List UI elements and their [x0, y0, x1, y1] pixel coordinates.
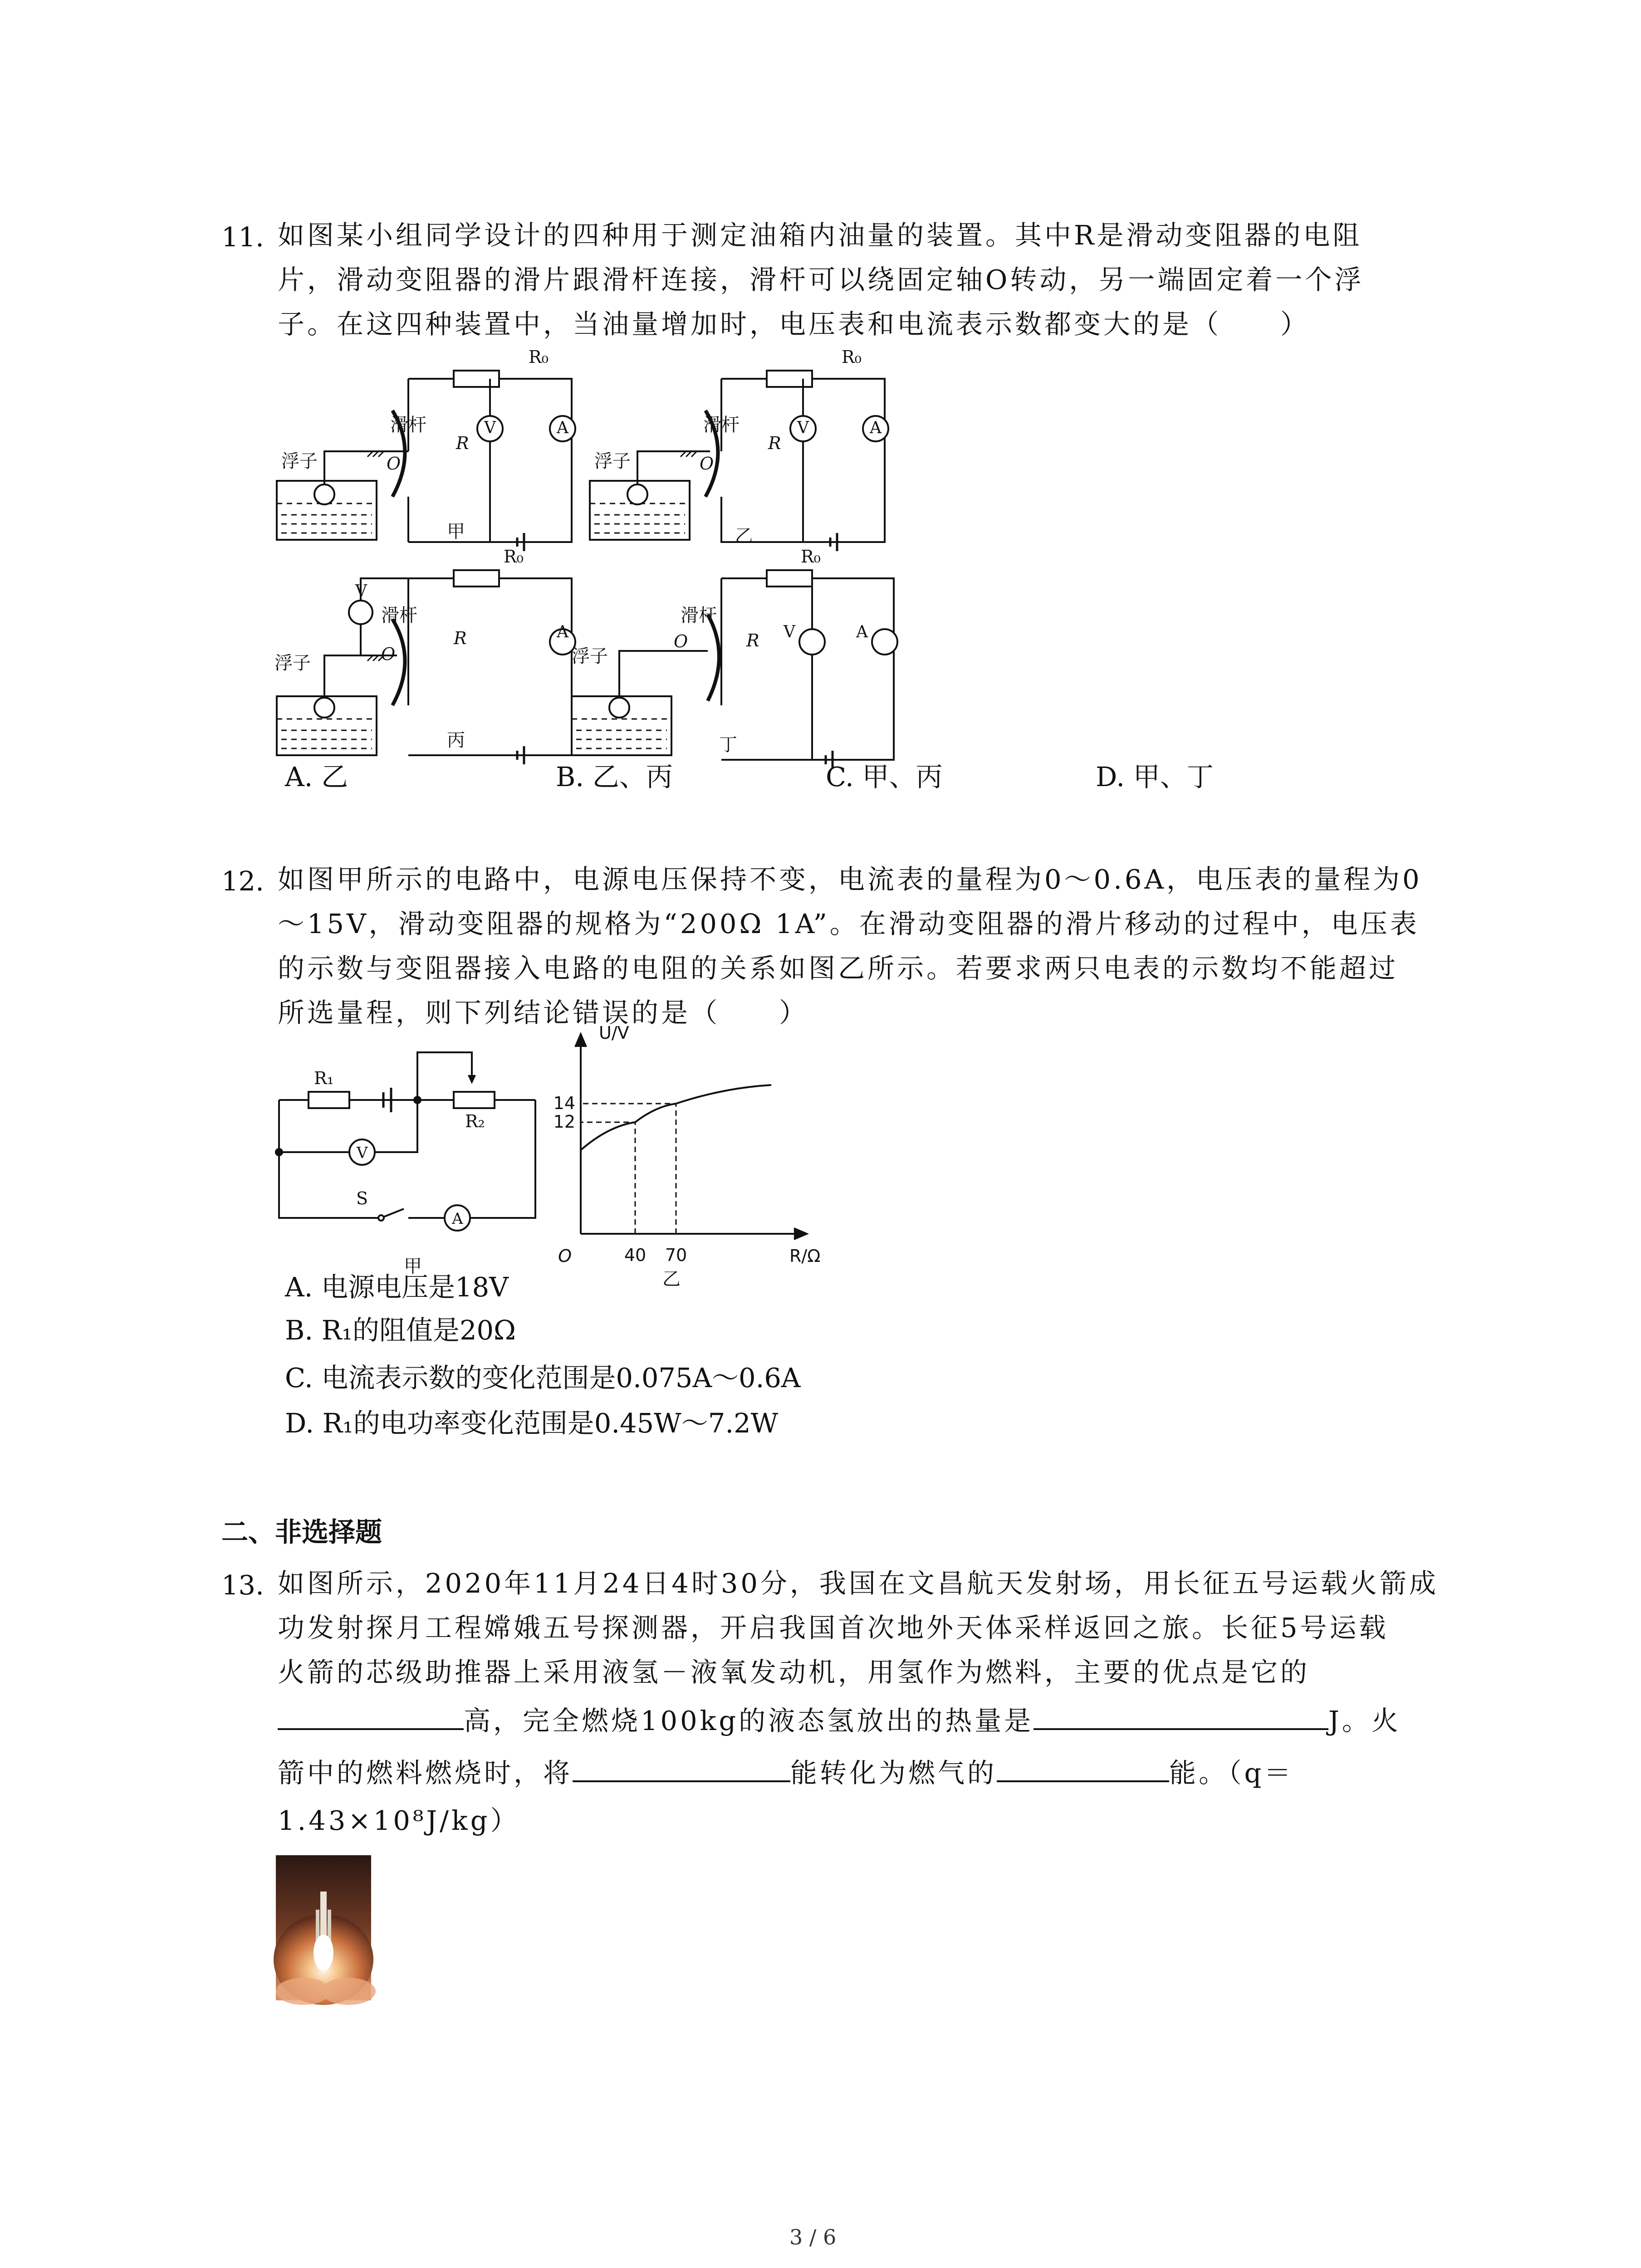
label-r0-ding: R₀ [801, 547, 821, 567]
label-v-jia: V [484, 419, 496, 437]
label-float-yi: 浮子 [594, 451, 631, 472]
label-ammeter: A [452, 1210, 463, 1228]
label-pivot-yi: O [700, 454, 714, 474]
label-r0-bing: R₀ [504, 547, 524, 567]
question-11-line-2: 片，滑动变阻器的滑片跟滑杆连接，滑杆可以绕固定轴O转动，另一端固定着一个浮 [278, 264, 1364, 295]
blank-4[interactable] [997, 1749, 1169, 1782]
question-13-line-6: 1.43×10⁸J/kg） [278, 1805, 520, 1836]
section-2-title: 二、非选择题 [221, 1516, 382, 1548]
q13-line-4-text-b: J。火 [1328, 1705, 1401, 1736]
label-r2: R₂ [465, 1111, 485, 1131]
q13-line-5-text-a: 箭中的燃料燃烧时，将 [278, 1757, 573, 1789]
origin-label: O [558, 1246, 572, 1266]
label-a-ding: A [856, 623, 868, 641]
x-tick-40: 40 [624, 1245, 647, 1265]
label-slider-yi: 滑杆 [703, 415, 740, 435]
label-slider-jia: 滑杆 [390, 415, 426, 435]
q11-option-d[interactable]: D. 甲、丁 [1096, 761, 1214, 792]
label-r1: R₁ [314, 1068, 334, 1088]
label-slider-bing: 滑杆 [381, 605, 417, 626]
q12-option-d[interactable]: D. R₁的电功率变化范围是0.45W～7.2W [285, 1408, 779, 1439]
question-13-line-5 [278, 1749, 1293, 1795]
blank-1[interactable] [278, 1696, 464, 1730]
label-a-jia: A [557, 419, 568, 437]
rocket-launch-photo [276, 1855, 371, 2000]
question-12-line-3: 的示数与变阻器接入电路的电阻的关系如图乙所示。若要求两只电表的示数均不能超过 [278, 953, 1399, 984]
x-tick-70: 70 [665, 1245, 687, 1265]
circuit-bing [277, 570, 575, 764]
q11-option-a[interactable]: A. 乙 [285, 761, 348, 792]
label-a-yi: A [870, 419, 882, 437]
label-r-yi: R [768, 433, 781, 453]
question-12-line-4: 所选量程，则下列结论错误的是（ ） [278, 997, 809, 1028]
caption-q12-yi: 乙 [662, 1269, 681, 1290]
graph-guide-1 [581, 1122, 635, 1234]
question-13-line-2: 功发射探月工程嫦娥五号探测器，开启我国首次地外天体采样返回之旅。长征5号运载 [278, 1612, 1389, 1643]
question-11-line-1: 如图某小组同学设计的四种用于测定油箱内油量的装置。其中R是滑动变阻器的电阻 [278, 220, 1362, 251]
q11-option-b[interactable]: B. 乙、丙 [556, 761, 673, 792]
q12-option-c[interactable]: C. 电流表示数的变化范围是0.075A～0.6A [285, 1362, 801, 1393]
label-switch: S [356, 1188, 368, 1208]
question-12-line-2: ～15V，滑动变阻器的规格为“200Ω 1A”。在滑动变阻器的滑片移动的过程中，电压表 [278, 908, 1420, 939]
q13-line-4-text-a: 高，完全燃烧100kg的液态氢放出的热量是 [464, 1705, 1034, 1736]
circuit-jia [277, 371, 575, 551]
caption-jia: 甲 [447, 521, 465, 542]
question-13-line-4 [278, 1696, 1401, 1743]
label-pivot-bing: O [381, 644, 396, 664]
label-r-jia: R [456, 433, 469, 453]
label-v-ding: V [784, 623, 795, 641]
label-float-ding: 浮子 [572, 646, 608, 667]
question-13-line-3: 火箭的芯级助推器上采用液氢－液氧发动机，用氢作为燃料，主要的优点是它的 [278, 1657, 1310, 1688]
label-r0-yi: R₀ [842, 347, 862, 367]
question-12-line-1: 如图甲所示的电路中，电源电压保持不变，电流表的量程为0～0.6A，电压表的量程为0 [278, 864, 1422, 895]
caption-ding: 丁 [719, 734, 737, 755]
question-13-line-1: 如图所示，2020年11月24日4时30分，我国在文昌航天发射场，用长征五号运载火箭成 [278, 1568, 1439, 1599]
label-v-bing: V [355, 582, 367, 601]
y-axis-label: U/V [599, 1023, 629, 1043]
page-number: 3 / 6 [789, 2225, 837, 2249]
question-11-number: 11. [221, 221, 264, 253]
blank-2[interactable] [1034, 1696, 1328, 1730]
voltage-resistance-graph [553, 1021, 839, 1290]
question-11-line-3: 子。在这四种装置中，当油量增加时，电压表和电流表示数都变大的是（ ） [278, 308, 1310, 340]
label-a-bing: A [557, 623, 568, 641]
label-slider-ding: 滑杆 [681, 605, 717, 626]
label-r-ding: R [746, 631, 759, 650]
q13-line-5-text-b: 能转化为燃气的 [790, 1757, 997, 1789]
q13-line-5-text-c: 能。（q＝ [1169, 1757, 1294, 1789]
q11-option-c[interactable]: C. 甲、丙 [826, 761, 943, 792]
label-v-yi: V [797, 419, 809, 437]
y-tick-14: 14 [553, 1093, 575, 1113]
caption-bing: 丙 [447, 730, 465, 751]
q12-option-a[interactable]: A. 电源电压是18V [285, 1271, 509, 1303]
x-axis-label: R/Ω [789, 1246, 821, 1266]
label-pivot-jia: O [387, 454, 401, 474]
label-voltmeter: V [357, 1144, 368, 1162]
q12-option-b[interactable]: B. R₁的阻值是20Ω [285, 1315, 516, 1346]
question-12-number: 12. [221, 865, 264, 897]
label-r0-jia: R₀ [529, 347, 549, 367]
label-pivot-ding: O [674, 631, 688, 651]
y-tick-12: 12 [553, 1112, 575, 1132]
caption-q12-jia: 甲 [404, 1256, 422, 1277]
caption-yi: 乙 [735, 526, 753, 547]
label-float-jia: 浮子 [281, 451, 318, 472]
label-r-bing: R [454, 628, 467, 648]
label-float-bing: 浮子 [274, 653, 311, 674]
question-13-number: 13. [221, 1569, 264, 1601]
blank-3[interactable] [573, 1749, 790, 1782]
